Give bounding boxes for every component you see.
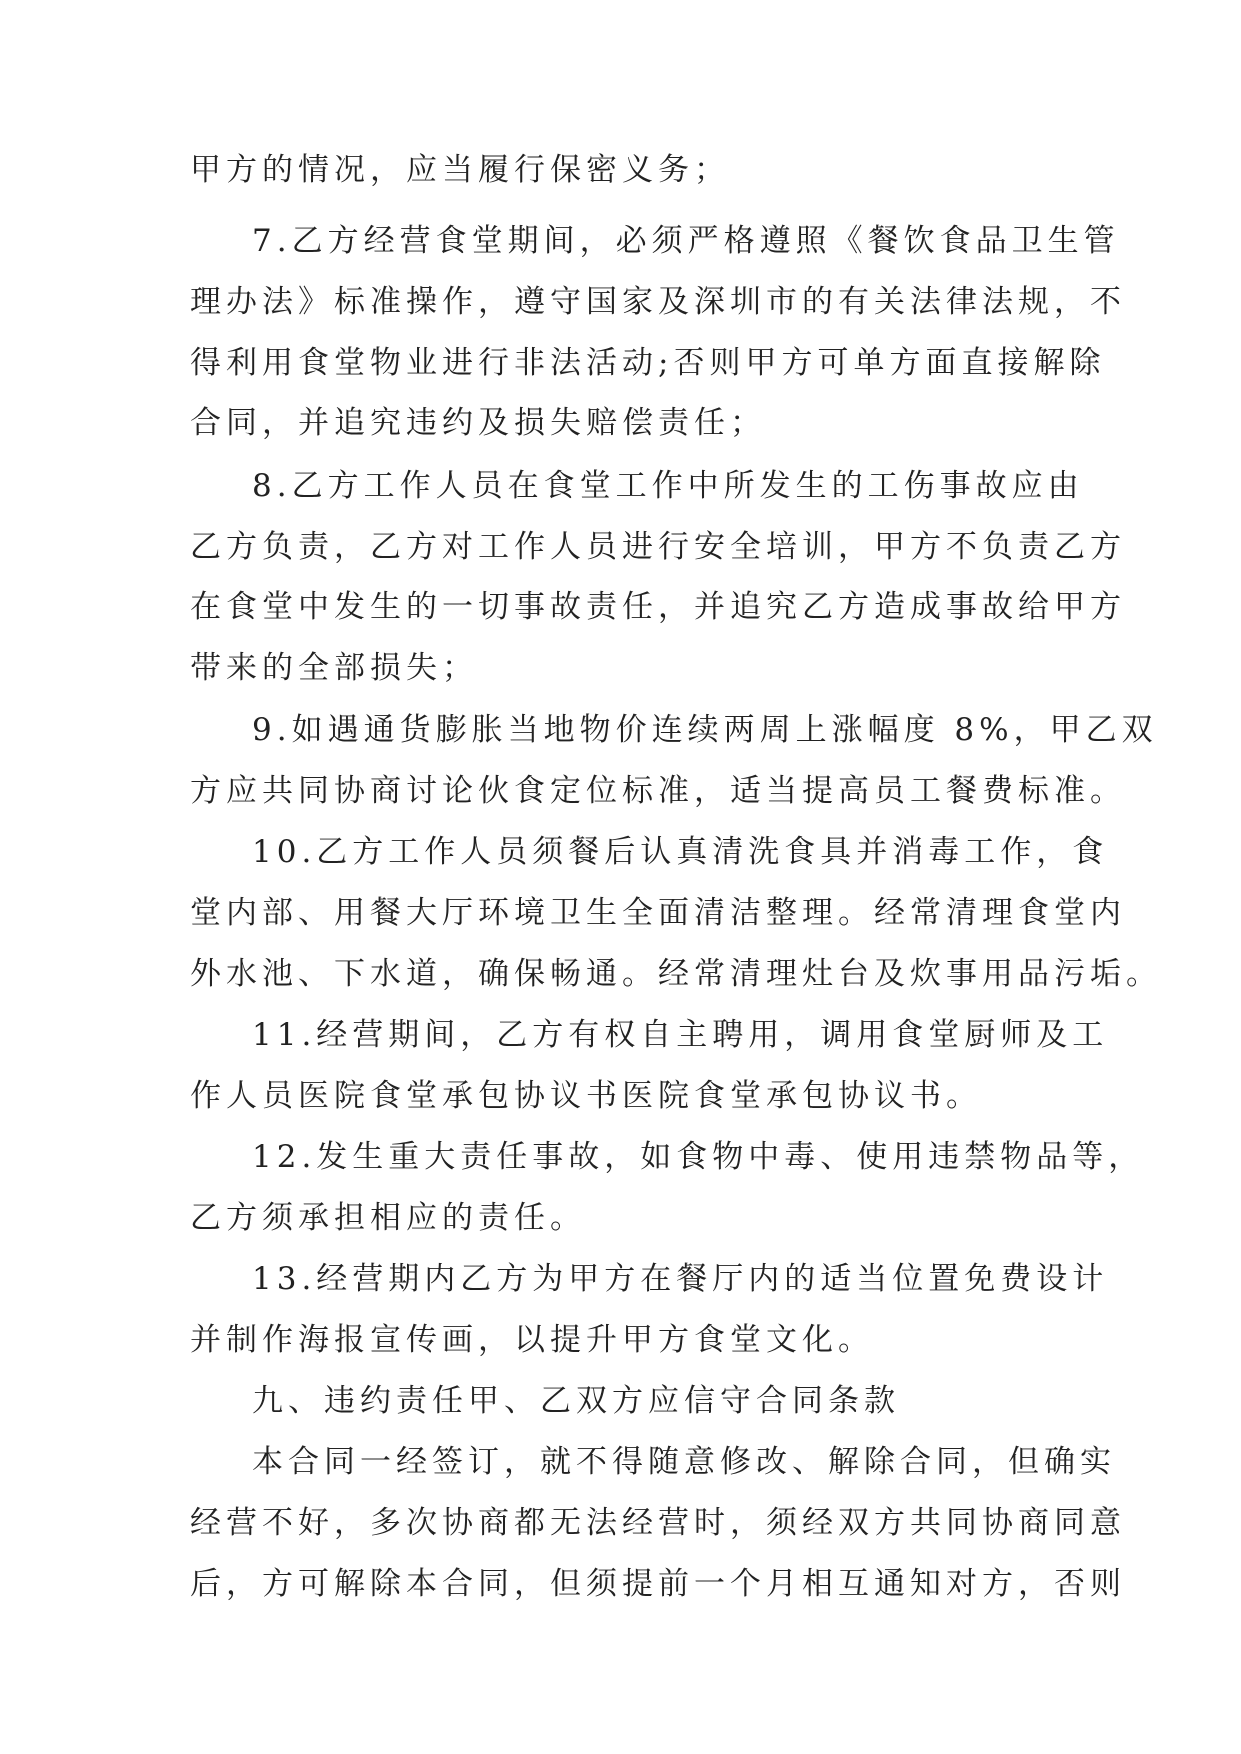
section-9-line-2: 经营不好，多次协商都无法经营时，须经双方共同协商同意 — [190, 1505, 1126, 1541]
clause-8-line-2: 乙方负责，乙方对工作人员进行安全培训，甲方不负责乙方 — [190, 529, 1126, 565]
clause-8-line-3: 在食堂中发生的一切事故责任，并追究乙方造成事故给甲方 — [190, 589, 1126, 625]
clause-7-line-2: 理办法》标准操作，遵守国家及深圳市的有关法律法规，不 — [190, 284, 1126, 320]
clause-9-line-2: 方应共同协商讨论伙食定位标准，适当提高员工餐费标准。 — [190, 773, 1126, 809]
clause-10-line-3: 外水池、下水道，确保畅通。经常清理灶台及炊事用品污垢。 — [190, 956, 1162, 992]
text-line-1: 甲方的情况，应当履行保密义务； — [190, 152, 730, 188]
section-9-line-3: 后，方可解除本合同，但须提前一个月相互通知对方，否则 — [190, 1566, 1126, 1602]
clause-10-line-2: 堂内部、用餐大厅环境卫生全面清洁整理。经常清理食堂内 — [190, 895, 1126, 931]
clause-12-line-2: 乙方须承担相应的责任。 — [190, 1200, 586, 1236]
section-9-line-1: 本合同一经签订，就不得随意修改、解除合同，但确实 — [252, 1444, 1116, 1480]
clause-10-line-1: 10.乙方工作人员须餐后认真清洗食具并消毒工作，食 — [252, 834, 1109, 870]
clause-11-line-1: 11.经营期间，乙方有权自主聘用，调用食堂厨师及工 — [252, 1017, 1109, 1053]
clause-9-line-1: 9.如遇通货膨胀当地物价连续两周上涨幅度 8%，甲乙双 — [252, 712, 1158, 748]
clause-8-line-4: 带来的全部损失； — [190, 650, 478, 686]
clause-13-line-1: 13.经营期内乙方为甲方在餐厅内的适当位置免费设计 — [252, 1261, 1109, 1297]
clause-7-line-4: 合同，并追究违约及损失赔偿责任； — [190, 405, 766, 441]
clause-7-line-1: 7.乙方经营食堂期间，必须严格遵照《餐饮食品卫生管 — [252, 223, 1120, 259]
clause-13-line-2: 并制作海报宣传画，以提升甲方食堂文化。 — [190, 1322, 874, 1358]
clause-7-line-3: 得利用食堂物业进行非法活动;否则甲方可单方面直接解除 — [190, 345, 1106, 381]
clause-8-line-1: 8.乙方工作人员在食堂工作中所发生的工伤事故应由 — [252, 468, 1084, 504]
section-9-heading: 九、违约责任甲、乙双方应信守合同条款 — [252, 1383, 900, 1419]
clause-12-line-1: 12.发生重大责任事故，如食物中毒、使用违禁物品等， — [252, 1139, 1145, 1175]
clause-11-line-2: 作人员医院食堂承包协议书医院食堂承包协议书。 — [190, 1078, 982, 1114]
